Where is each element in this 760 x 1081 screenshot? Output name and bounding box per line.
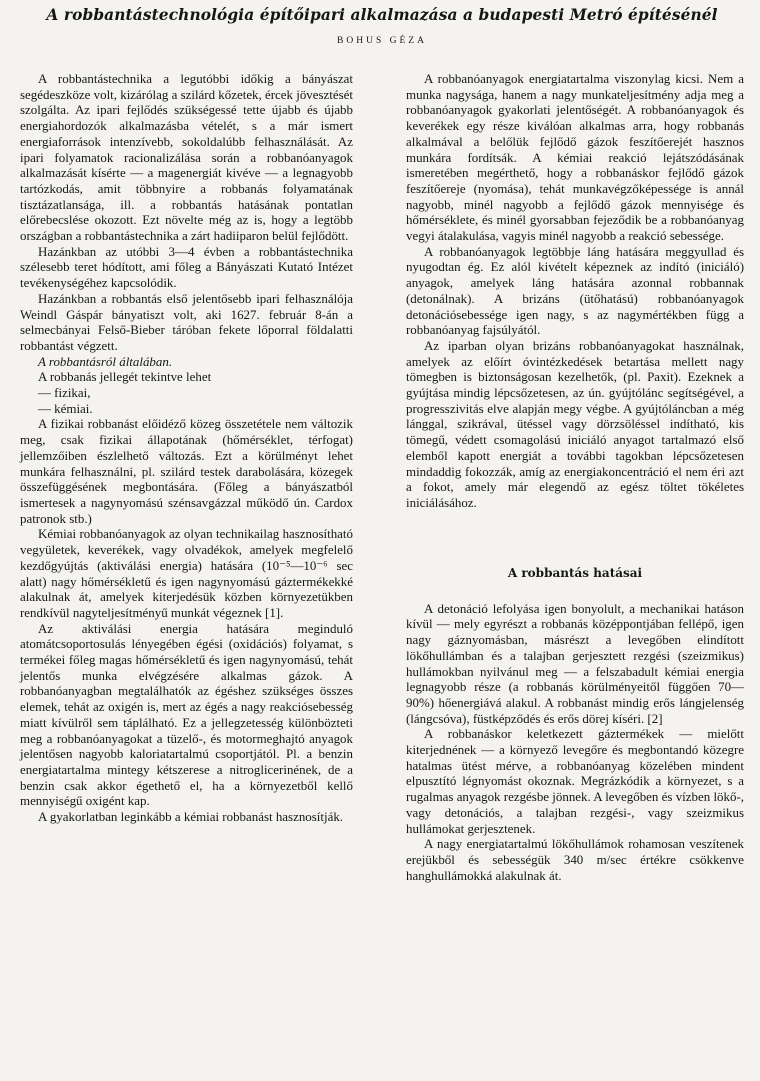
list-item: — fizikai, [38, 385, 91, 401]
left-column [20, 71, 353, 883]
paragraph: Hazánkban a robbantás első jelentősebb ipari felhasználója Weindl Gáspár bányatiszt volt, aki 1627. február 8-án a selmecbányai Felső-Bieber táróban fekete lőporral földalatti robbantást végzett. [20, 290, 353, 353]
paragraph: A robbanás jellegét tekintve lehet [38, 369, 212, 385]
subheading: A robbantásról általában. [38, 353, 173, 369]
paragraph: A robbanóanyagok legtöbbje láng hatására meggyullad és nyugodtan ég. Ez alól kivételt képeznek az indító (iniciáló) anyagok, amelyek láng hatására azonnal robbannak (detonálnak). A brizáns (ütőhatású) robbanóanyagok detonációsebessége igen nagy, s az nagymértékben függ a robbanóanyag fajsúlyától. [406, 243, 744, 338]
paragraph: Kémiai robbanóanyagok az olyan technikailag hasznosítható vegyületek, keverékek, vagy olvadékok, amelyek megfelelő kezdőgyújtás (aktiválási energia) hatására (10⁻⁵—10⁻⁶ sec alatt) nagy hőmérsékletű és igen nagynyomású gáztermékekké alakulnak át, amelyek kiterjedésük közben környezetükben rendkívül nagyteljesítményű munkát végeznek [1]. [20, 526, 353, 620]
paragraph: A fizikai robbanást előidéző közeg összetétele nem változik meg, csak fizikai állapotának (hőmérséklet, térfogat) jellemzőiben észlelhető változás. Ezt a körülményt lehet munkára felhasználni, pl. szilárd testek darabolására, közegek összefüggésének megbontására. (Főleg a bányászatból ismertesek a nagynyomású szénsavgázzal működő ún. Cardox patronok stb.) [20, 416, 353, 526]
article-author: BOHUS GÉZA [337, 36, 427, 46]
article-title: A robbantástechnológia építőipari alkalmazása a budapesti Metró építésénél [46, 6, 718, 24]
paragraph: Az aktiválási energia hatására meginduló atomátcsoportosulás lényegében égési (oxidációs) folyamat, s termékei főleg magas hőmérsékletű és igen nagynyomású, tehát jelentős munka elvégzésére alkalmas gázok. A robbanóanyagban megtalálhatók az égéshez szükséges összes elemek, tehát az oxigén is, mert az égés a nagy reakciósebesség miatt kívülről sem táplálható. Ez a jellegzetesség különbözteti meg a robbanóanyagokat a tüzelő-, és motormeghajtó anyagok jelentősen nagyobb kaloriatartalmú csoportjától. Pl. a benzin energiatartalma mintegy kétszerese a nitroglicerinének, de a benzin csak akkor égethető el, ha a környezetből kellő mennyiségű oxigént kap. [20, 620, 353, 809]
paragraph: A robbantástechnika a legutóbbi időkig a bányászat segédeszköze volt, kizárólag a szilárd kőzetek, ércek jövesztését szolgálta. Az ipari fejlődés szükségessé tette újabb és újabb energiahordozók alkalmazásba vételét, s a már ismert energiaforrások intenzívebb, sokoldalúbb felhasználását. Az ipari folyamatok racionalizálása során a robbanóanyagok alkalmazását kísérte — a magenergiát kivéve — a legnagyobb tartózkodás, amit többnyire a robbanás folyamatának tisztázatlansága, ill. a robbantás hatásának pontatlan előrebecslése okozott. Ezt növelte még az is, hogy a legtöbb országban a robbantástechnika a zárt hadiiparon belül fejlődött. [20, 71, 353, 244]
paragraph: A robbanáskor keletkezett gáztermékek — mielőtt kiterjednének — a környező levegőre és megbontandó közegre hatalmas ütést mérve, a robbanóanyag közelében mindent elpusztító légnyomást okoznak. Megrázkódik a környezet, s a rugalmas anyagok rezgésbe jönnek. A levegőben és vízben lökő-, vagy detonációs, a talajban rezgési-, vagy szeizmikus hullámokat gerjesztenek. [406, 726, 744, 836]
paragraph: A robbanóanyagok energiatartalma viszonylag kicsi. Nem a munka nagysága, hanem a nagy munkateljesítmény adja meg a robbanóanyagok gyakorlati jelentőségét. A robbanóanyagok és keverékek egy része kiválóan alkalmas arra, hogy robbanás alkalmával a belőlük fejlődő gázok feszítőerejét hasznos munkára fordítsák. A kémiai reakció lejátszódásának ismeretében megérthető, hogy a robbanáskor fejlődő gázok feszítőereje (nyomása), tehát munkavégzőképessége is annál nagyobb, minél nagyobb a fejlődő gázok mennyisége és hőmérséklete, és minél gyorsabban fejeződik be a robbanóanyag vegyi átalakulása, vagyis minél nagyobb a reakció sebessége. [406, 71, 744, 244]
paragraph: Az iparban olyan brizáns robbanóanyagokat használnak, amelyek az előírt óvintézkedések betartása mellett nagy tömegben is biztonságosan kezelhetők, (pl. Paxit). Ezeknek a gyújtása mindig lépcsőzetesen, az ún. gyújtólánc segítségével, a progresszivitás elve alapján megy végbe. A gyújtóláncban a még lánggal, szikrával, ütéssel vagy dörzsöléssel indítható, kis tömegű, védett csomagolású iniciáló anyagot tartalmazó első elemből kapott energiát a további tagokban lépcsőzetesen mindaddig fokozzák, amíg az energiakoncentráció el nem éri azt a fokot, amely már elegendő az egész töltet tökéletes iniciálásához. [406, 337, 744, 510]
paragraph: A gyakorlatban leginkább a kémiai robbanást hasznosítják. [38, 809, 344, 825]
right-column [406, 71, 744, 883]
list-item: — kémiai. [38, 400, 93, 416]
article-body [20, 71, 744, 883]
paragraph: Hazánkban az utóbbi 3—4 évben a robbantástechnika szélesebb teret hódított, ami főleg a Bányászati Kutató Intézet tevékenységéhez kapcsolódik. [20, 243, 353, 291]
right-column-bottom [406, 601, 744, 884]
right-column-top [406, 71, 744, 511]
paragraph: A nagy energiatartalmú lökőhullámok rohamosan veszítenek erejükből és sebességük 340 m/sec értékre csökkenve hanghullámokká alakulnak át. [406, 836, 744, 883]
paragraph: A detonáció lefolyása igen bonyolult, a mechanikai hatáson kívül — mely egyrészt a robbanás középpontjában fellépő, igen nagy gáznyomásban, másrészt a levegőben elindított lökőhullámban és a talajban gerjesztett rezgési (szeizmikus) hullámokban nyilvánul meg — a felszabadult kémiai energia legnagyobb része (a robbanás körülményeitől függően 70—90%) hőenergiává alakul. A robbanást mindig erős lángjelenség (lángcsóva), füstképződés és erős dörej kíséri. [2] [406, 600, 744, 726]
section-heading: A robbantás hatásai [507, 565, 643, 580]
